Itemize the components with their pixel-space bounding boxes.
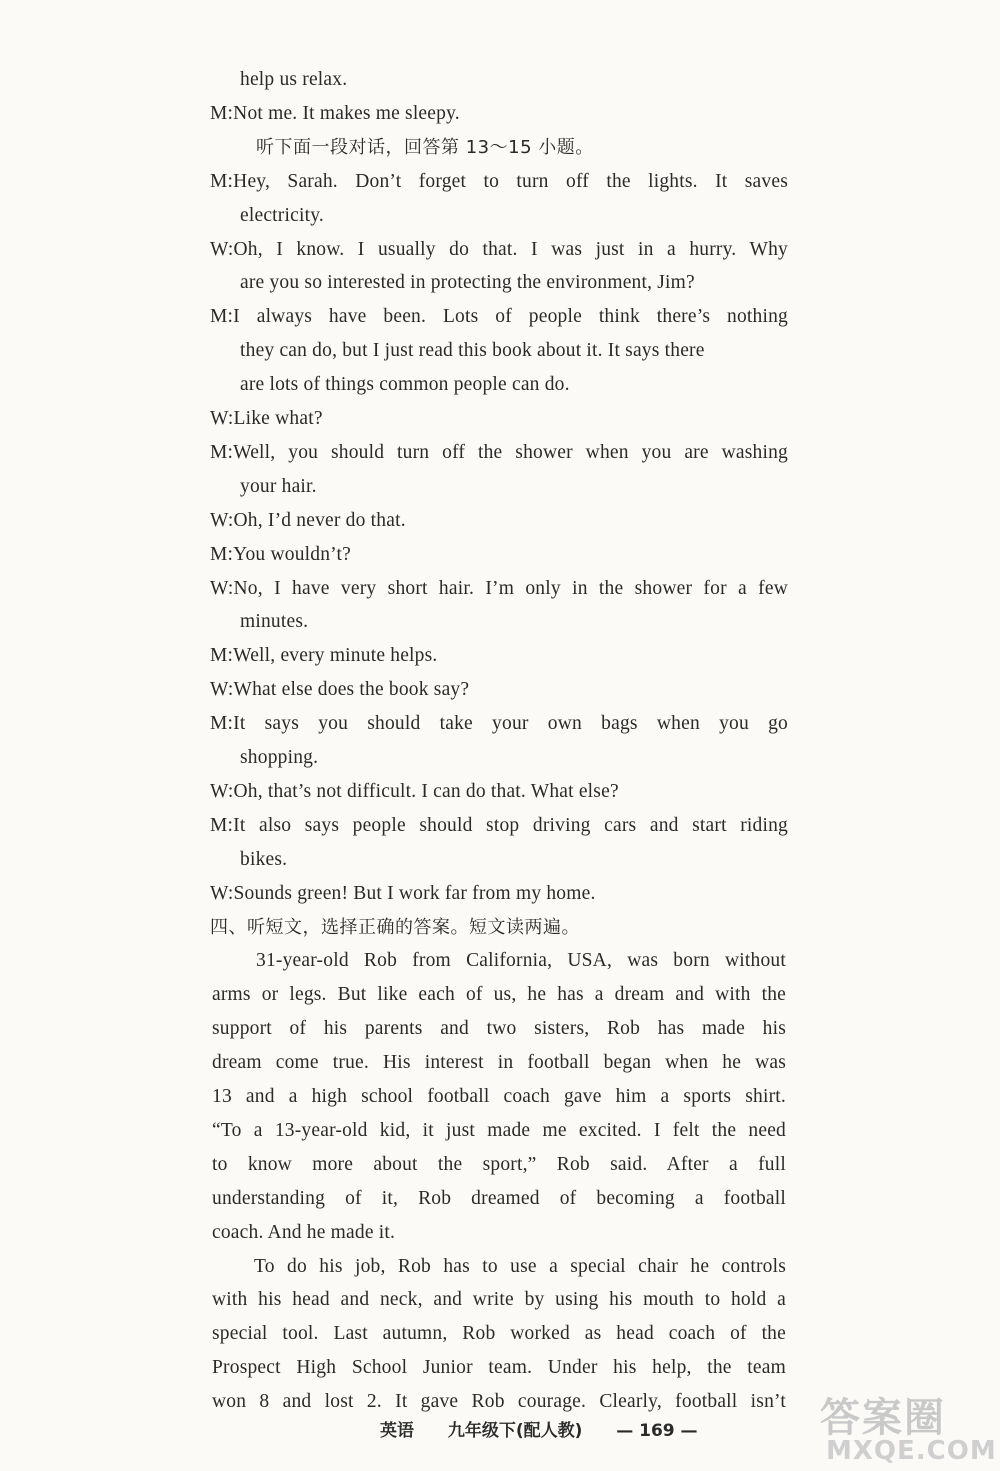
dialogue-line: W:Sounds green! But I work far from my home.	[210, 882, 596, 904]
dialogue-line: M:Well, every minute helps.	[210, 645, 438, 667]
dialogue-line: M:Not me. It makes me sleepy.	[210, 102, 460, 124]
dialogue-line: M:I always have been. Lots of people think there’s nothing	[210, 306, 788, 328]
section-heading: 四、听短文，选择正确的答案。短文读两遍。	[210, 916, 580, 938]
dialogue-line: M:Well, you should turn off the shower when you are washing	[210, 441, 788, 463]
dialogue-line: help us relax.	[240, 69, 348, 90]
passage-line: support of his parents and two sisters, Rob has made his	[212, 1018, 786, 1040]
passage-line: 31-year-old Rob from California, USA, was born without	[256, 950, 786, 972]
passage-line: arms or legs. But like each of us, he has a dream and with the	[212, 984, 786, 1006]
watermark-logo-text: 答案圈	[820, 1395, 946, 1441]
dialogue-line: shopping.	[240, 747, 319, 768]
dialogue-line: W:Oh, I know. I usually do that. I was just in a hurry. Why	[210, 238, 788, 260]
dialogue-line: W:No, I have very short hair. I’m only in the shower for a few	[210, 577, 788, 599]
dialogue-line: M:You wouldn’t?	[210, 543, 351, 565]
passage-line: coach. And he made it.	[212, 1221, 396, 1243]
passage-line: to know more about the sport,” Rob said. After a full	[212, 1153, 786, 1175]
passage-line: Prospect High School Junior team. Under his help, the team	[212, 1357, 786, 1379]
passage-line: with his head and neck, and write by using his mouth to hold a	[212, 1289, 786, 1311]
dialogue-line: M:It says you should take your own bags when you go	[210, 713, 788, 735]
passage-line: won 8 and lost 2. It gave Rob courage. Clearly, football isn’t	[212, 1391, 786, 1413]
dialogue-line: your hair.	[240, 475, 317, 497]
dialogue-line: W:Oh, I’d never do that.	[210, 509, 406, 531]
dialogue-line: are you so interested in protecting the environment, Jim?	[240, 272, 695, 294]
passage-line: “To a 13-year-old kid, it just made me excited. I felt the need	[212, 1119, 786, 1141]
passage-line: understanding of it, Rob dreamed of becoming a football	[212, 1187, 786, 1209]
dialogue-line: W:Oh, that’s not difficult. I can do that. What else?	[210, 780, 619, 802]
passage-line: dream come true. His interest in football began when he was	[212, 1052, 786, 1074]
dialogue-line: W:Like what?	[210, 408, 323, 429]
dialogue-line: are lots of things common people can do.	[240, 374, 570, 396]
dialogue-line: electricity.	[240, 204, 324, 226]
dialogue-line: minutes.	[240, 611, 309, 633]
footer-subject: 英语	[380, 1421, 414, 1441]
dialogue-line: M:It also says people should stop driving cars and start riding	[210, 814, 788, 836]
dialogue-line: M:Hey, Sarah. Don’t forget to turn off the lights. It saves	[210, 170, 788, 192]
listening-instruction: 听下面一段对话，回答第 13～15 小题。	[256, 136, 594, 158]
page-footer	[380, 1416, 698, 1441]
watermark-url: MXQE.COM	[826, 1436, 997, 1466]
dialogue-line: bikes.	[240, 848, 288, 870]
passage-line: To do his job, Rob has to use a special chair he controls	[254, 1255, 786, 1277]
dialogue-line: W:What else does the book say?	[210, 679, 470, 701]
page-number: — 169 —	[616, 1421, 698, 1441]
passage-line: special tool. Last autumn, Rob worked as head coach of the	[212, 1323, 786, 1345]
footer-grade: 九年级下(配人教)	[447, 1421, 583, 1441]
passage-line: 13 and a high school football coach gave him a sports shirt.	[212, 1086, 786, 1107]
dialogue-line: they can do, but I just read this book about it. It says there	[240, 340, 705, 362]
watermark-logo	[812, 1386, 997, 1466]
